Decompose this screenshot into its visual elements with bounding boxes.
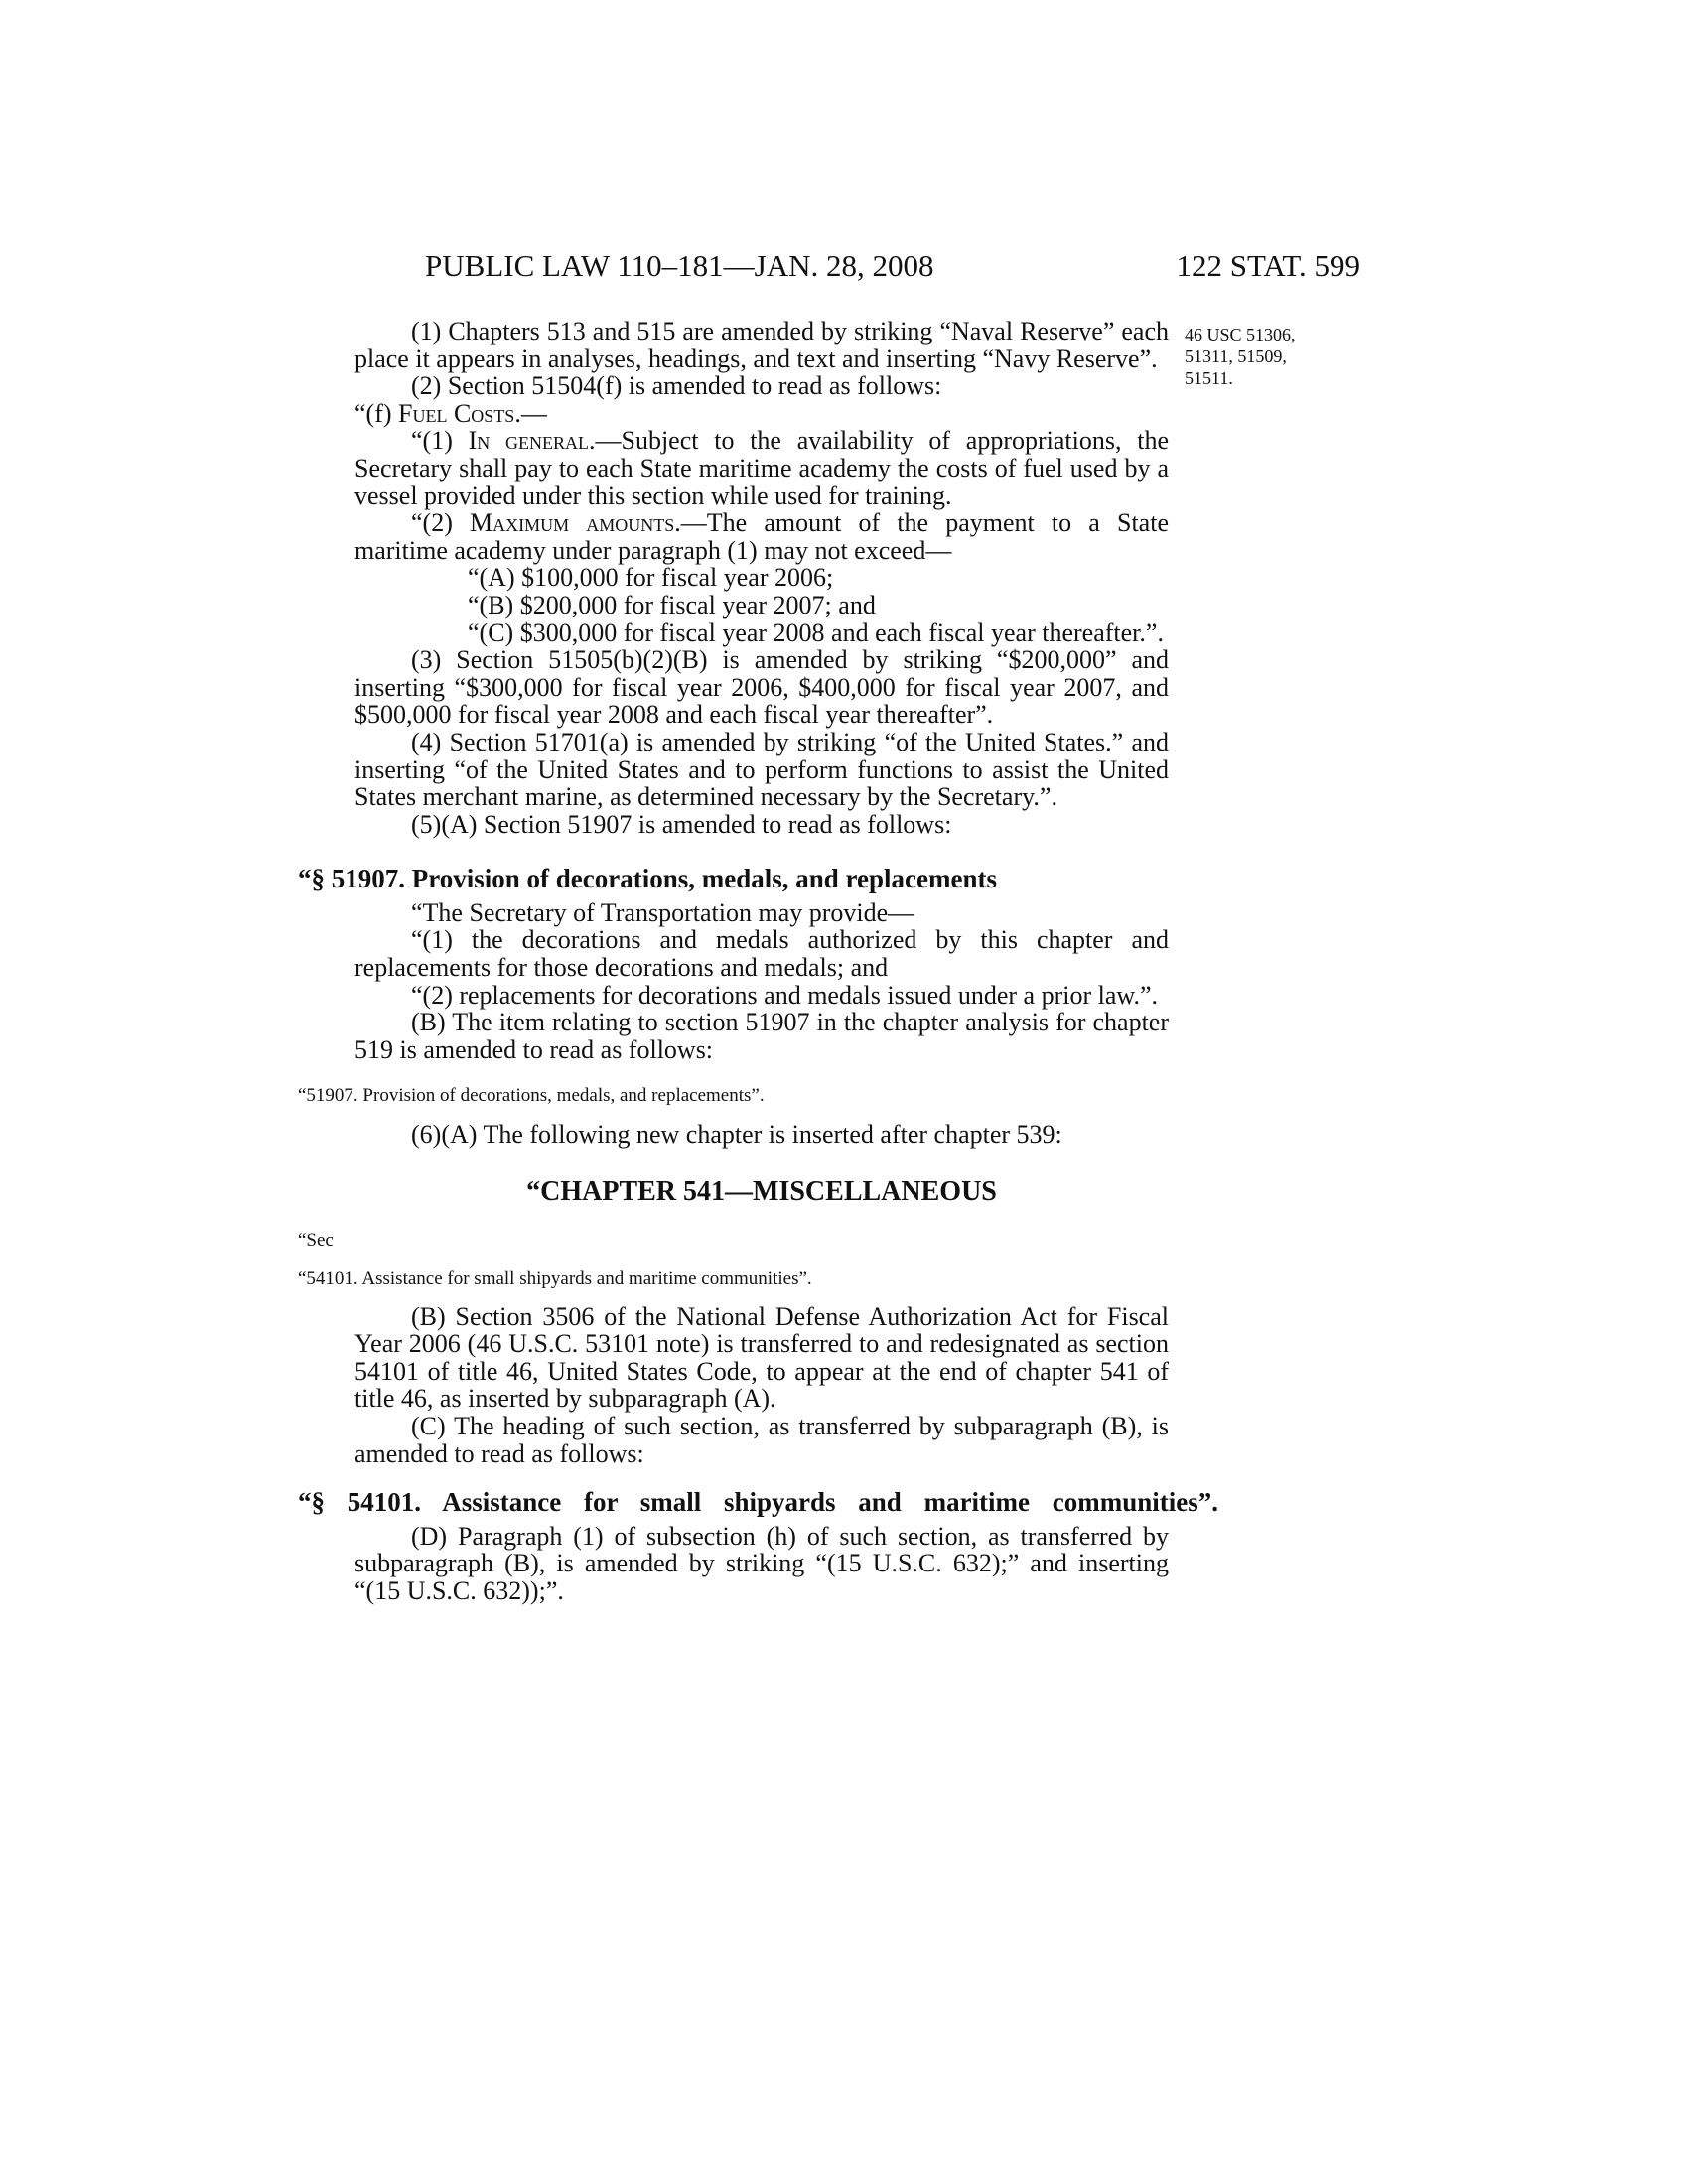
header-title: PUBLIC LAW 110–181—JAN. 28, 2008 xyxy=(425,248,934,283)
paragraph-6A xyxy=(354,1121,1169,1149)
subsection-f-2-B: “(B) $200,000 for fiscal year 2007; and xyxy=(468,590,876,619)
paragraph-6B: (B) Section 3506 of the National Defense Authorization Act for Fiscal Year 2006 (46 U.S.C. 53101 note) is transferred to and redesignated as section 54101 of title 46, United States Code, to appear at the end of chapter 541 of title 46, as inserted by subparagraph (A). xyxy=(354,1301,1169,1414)
item-51907-reference: “51907. Provision of decorations, medals, and replacements”. xyxy=(298,1085,765,1107)
paragraph-6A-text: (6)(A) The following new chapter is inserted after chapter 539: xyxy=(411,1120,1062,1150)
subsection-f-1-text: .—Subject to the availability of appropriations, the Secretary shall pay to each State maritime academy the costs of fuel used by a vessel provided under this section while used for training. xyxy=(354,426,1169,510)
fuel-costs-heading: Fuel Costs xyxy=(398,398,515,428)
chapter-541-title: “CHAPTER 541—MISCELLANEOUS xyxy=(526,1176,997,1208)
page-header xyxy=(425,248,1360,292)
sec-label: “Sec xyxy=(298,1229,334,1251)
section-54101-heading: “§ 54101. Assistance for small shipyards and maritime communities”. xyxy=(298,1487,1219,1518)
header-page-number: 122 STAT. 599 xyxy=(1176,248,1360,283)
margin-note-line: 46 USC 51306, xyxy=(1185,325,1296,344)
paragraph-6D: (D) Paragraph (1) of subsection (h) of such section, as transferred by subparagraph (B), is amended by striking “(15 U.S.C. 632);” and inserting “(15 U.S.C. 632));”. xyxy=(354,1521,1169,1605)
subsection-f-2-C: “(C) $300,000 for fiscal year 2008 and each fiscal year thereafter.”. xyxy=(468,617,1164,647)
paragraph-6C: (C) The heading of such section, as transferred by subparagraph (B), is amended to read as follows: xyxy=(354,1412,1169,1468)
paragraph-4: (4) Section 51701(a) is amended by striking “of the United States.” and inserting “of the United States and to perform functions to assist the United States merchant marine, as determined necessary by the Secretary.”. xyxy=(354,727,1169,812)
dash: .— xyxy=(514,398,547,428)
paragraph-2: (2) Section 51504(f) is amended to read as follows: xyxy=(411,371,942,401)
subsection-f-heading xyxy=(354,400,1169,428)
maximum-amounts-heading: Maximum amounts xyxy=(470,508,675,538)
sec-54101-item: “54101. Assistance for small shipyards and maritime communities”. xyxy=(298,1267,812,1289)
paragraph-1: (1) Chapters 513 and 515 are amended by striking “Naval Reserve” each place it appears in analyses, headings, and text and inserting “Navy Reserve”. xyxy=(354,317,1169,373)
section-51907-heading: “§ 51907. Provision of decorations, medals, and replacements xyxy=(298,864,997,894)
paragraph-5B: (B) The item relating to section 51907 in the chapter analysis for chapter 519 is amended to read as follows: xyxy=(354,1008,1169,1064)
section-51907-intro: “The Secretary of Transportation may provide— xyxy=(411,897,914,927)
quote-open: “(f) xyxy=(354,398,399,428)
quote-open: “(2) xyxy=(411,508,471,538)
quote-open: “(1) xyxy=(411,426,469,456)
section-51907-item-2: “(2) replacements for decorations and medals issued under a prior law.”. xyxy=(411,980,1159,1010)
margin-note-line: 51311, 51509, xyxy=(1185,346,1287,366)
in-general-heading: In general xyxy=(468,426,589,456)
margin-note-line: 51511. xyxy=(1185,368,1233,388)
subsection-f-1 xyxy=(354,427,1169,509)
subsection-f-2 xyxy=(354,509,1169,564)
margin-note xyxy=(1185,324,1373,389)
subsection-f-2-A: “(A) $100,000 for fiscal year 2006; xyxy=(468,563,834,593)
paragraph-3: (3) Section 51505(b)(2)(B) is amended by striking “$200,000” and inserting “$300,000 for fiscal year 2006, $400,000 for fiscal year 2007, and $500,000 for fiscal year 2008 and each fiscal year thereafter”. xyxy=(354,645,1169,730)
section-51907-item-1: “(1) the decorations and medals authorized by this chapter and replacements for those decorations and medals; and xyxy=(354,925,1169,983)
subsection-f-2-text: .—The amount of the payment to a State maritime academy under paragraph (1) may not exceed— xyxy=(354,508,1169,565)
paragraph-5A: (5)(A) Section 51907 is amended to read as follows: xyxy=(411,809,952,839)
